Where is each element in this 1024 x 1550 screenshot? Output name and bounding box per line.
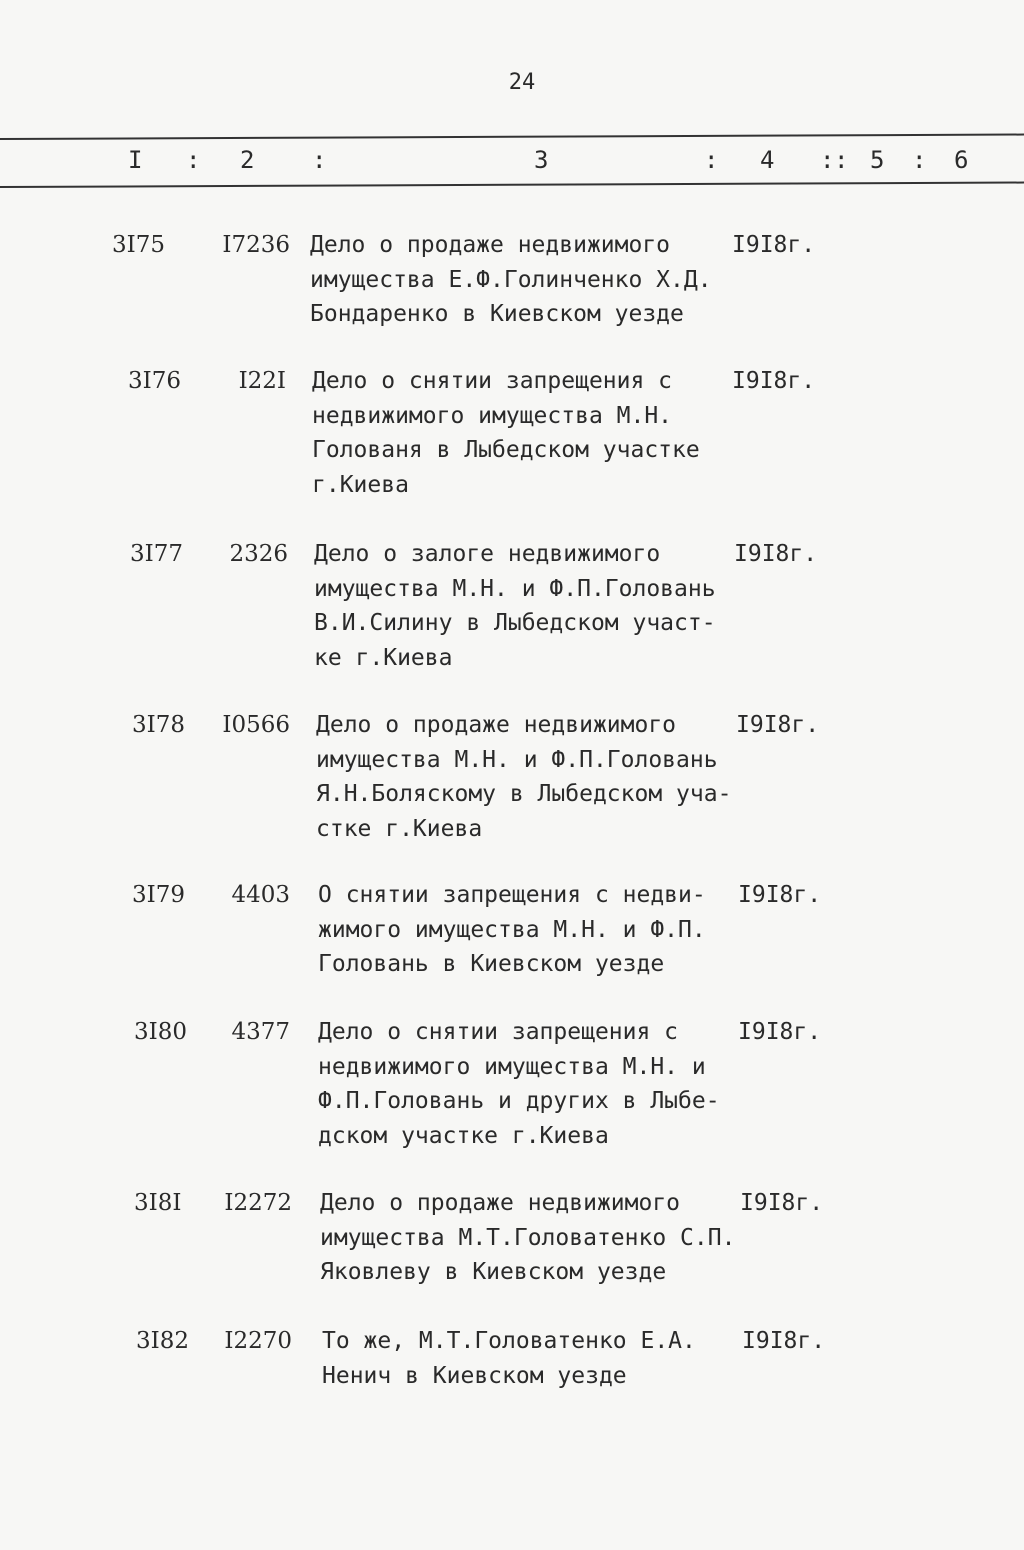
description-line: Ф.П.Головань и других в Лыбе- [318,1088,720,1114]
item-description [316,708,746,846]
header-sep: : [834,146,849,174]
description-line: Дело о продаже недвижимого [310,232,671,258]
item-description [314,537,744,675]
header-col-3: 3 [534,146,549,174]
item-number: 3I79 [132,882,185,908]
description-line: жимого имущества М.Н. и Ф.П. [318,916,706,943]
item-code: I7236 [222,232,290,258]
item-number: 3I75 [112,232,165,258]
description-line: Я.Н.Боляскому в Лыбедском уча- [316,781,732,807]
item-description [322,1324,752,1393]
item-year: I9I8г. [738,882,822,908]
header-sep: : [312,146,327,174]
item-code: I2272 [224,1190,292,1216]
header-col-1: I [128,146,143,174]
item-code: 4377 [231,1019,290,1045]
item-year: I9I8г. [738,1019,822,1045]
column-header [0,146,1024,180]
item-number: 3I82 [136,1328,189,1354]
description-line: стке г.Киева [316,815,483,842]
item-year: I9I8г. [732,232,816,258]
header-bottom-rule [0,182,1024,188]
item-year: I9I8г. [740,1190,824,1216]
description-line: Дело о продаже недвижимого [316,712,677,738]
item-code: I22I [238,368,286,394]
description-line: Дело о снятии запрещения с [318,1019,679,1045]
description-line: Дело о продаже недвижимого [320,1190,681,1216]
description-line: Голованя в Лыбедском участке [312,437,700,463]
description-line: г.Киева [312,471,409,498]
item-description [318,878,748,982]
description-line: О снятии запрещения с недви- [318,882,706,908]
item-description [310,228,740,332]
description-line: ке г.Киева [314,644,453,671]
header-top-rule [0,134,1024,140]
description-line: То же, М.Т.Головатенко Е.А. [322,1328,696,1354]
description-line: имущества Е.Ф.Голинченко Х.Д. [310,266,712,293]
item-number: 3I8I [134,1190,182,1216]
header-col-4: 4 [760,146,775,174]
item-code: 4403 [231,882,290,908]
item-description [318,1015,748,1153]
item-number: 3I77 [130,541,183,567]
description-line: имущества М.Н. и Ф.П.Головань [314,575,716,602]
page-number: 24 [508,70,536,95]
description-line: недвижимого имущества М.Н. [312,402,673,429]
item-year: I9I8г. [732,368,816,394]
header-col-5: 5 [870,146,885,174]
description-line: Головань в Киевском уезде [318,951,665,977]
description-line: Яковлеву в Киевском уезде [320,1259,667,1285]
header-sep: : [820,146,835,174]
item-year: I9I8г. [742,1328,826,1354]
item-description [312,364,742,502]
item-description [320,1186,750,1290]
item-number: 3I78 [132,712,185,738]
description-line: Бондаренко в Киевском уезде [310,301,684,327]
item-code: I2270 [224,1328,292,1354]
header-sep: : [704,146,719,174]
header-sep: : [912,146,927,174]
item-number: 3I76 [128,368,181,394]
header-sep: : [186,146,201,174]
description-line: имущества М.Т.Головатенко С.П. [320,1224,736,1251]
description-line: Ненич в Киевском уезде [322,1362,627,1389]
description-line: недвижимого имущества М.Н. и [318,1053,706,1080]
description-line: имущества М.Н. и Ф.П.Головань [316,746,718,773]
description-line: дском участке г.Киева [318,1122,609,1149]
header-col-6: 6 [954,146,969,174]
item-code: I0566 [222,712,290,738]
header-col-2: 2 [240,146,255,174]
description-line: В.И.Силину в Лыбедском участ- [314,610,716,636]
description-line: Дело о снятии запрещения с [312,368,673,394]
description-line: Дело о залоге недвижимого [314,541,661,567]
item-year: I9I8г. [736,712,820,738]
item-code: 2326 [229,541,288,567]
item-number: 3I80 [134,1019,187,1045]
item-year: I9I8г. [734,541,818,567]
